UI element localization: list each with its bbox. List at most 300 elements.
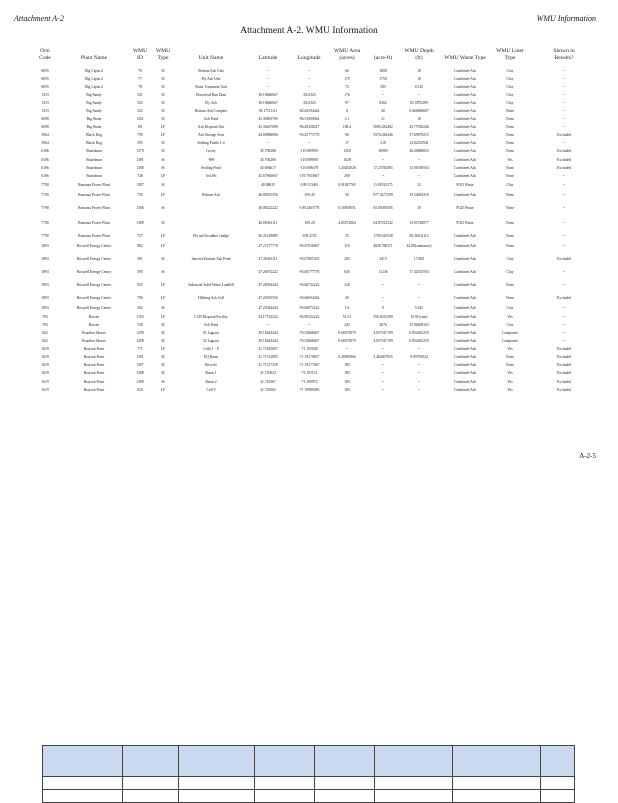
table-cell: 41.710623 — [260, 371, 276, 376]
table-cell: EQ Basin — [203, 355, 219, 360]
table-cell: 0.49495966 — [338, 355, 356, 360]
table-cell: Boswell Energy Center — [76, 295, 112, 300]
col-orsi-code: Orsi Code — [39, 48, 51, 61]
table-cell: LF — [160, 295, 166, 300]
table-cell: 595 — [137, 141, 143, 146]
col-longitude: Longitude — [297, 54, 321, 61]
table-cell: 1379 — [136, 149, 144, 154]
fragment-header-row — [43, 746, 575, 777]
table-cell: Big Stone — [86, 125, 102, 130]
table-cell: SI — [161, 331, 165, 336]
table-cell: Clay — [506, 85, 514, 90]
table-cell: 18 — [417, 69, 421, 73]
table-cell: Boardman — [86, 149, 102, 154]
table-row — [30, 172, 602, 180]
table-cell: -- — [417, 93, 421, 98]
table-cell: 45.30003709 — [258, 117, 278, 122]
col-wmu-area: WMU Area (acres) — [333, 48, 361, 61]
table-cell: 34.17722222 — [258, 315, 278, 320]
table-cell: 796 — [137, 295, 143, 300]
table-cell: None — [506, 133, 514, 138]
table-cell: 6 — [346, 109, 348, 114]
table-cell: 1893 — [41, 269, 49, 274]
table-cell: 10 — [417, 77, 421, 82]
table-cell: 4.057347199 — [373, 331, 393, 336]
table-cell: 3.462607835 — [373, 355, 393, 360]
table-cell: -- — [307, 77, 311, 82]
table-cell: 9 — [382, 305, 384, 310]
table-cell: Big Cajun 2 — [85, 85, 103, 90]
table-cell: 44.08(continues) — [406, 244, 432, 249]
table-row — [30, 132, 602, 140]
table-cell: LF — [160, 387, 166, 392]
table-cell: 96 — [345, 133, 349, 138]
table-row — [30, 354, 602, 362]
table-cell: 200 — [344, 173, 350, 178]
table-cell: -- — [417, 363, 421, 368]
table-cell: 1.6 — [344, 305, 350, 310]
table-cell: 6.50505051 — [338, 206, 356, 211]
table-cell: 47.27277778 — [258, 244, 278, 249]
table-cell: -109.2463778 — [298, 206, 320, 211]
table-cell: Brayton Point — [83, 347, 105, 352]
table-cell: 3964 — [41, 133, 49, 138]
table-cell: 176 — [344, 93, 350, 98]
table-cell: -- — [345, 347, 349, 352]
table-cell: -- — [417, 379, 421, 384]
table-cell: 602 — [42, 331, 48, 336]
table-cell: None — [506, 117, 514, 122]
table-cell: 40.08625 — [261, 182, 275, 187]
table-cell: Water Treatment Unit — [194, 85, 228, 90]
table-row — [30, 303, 602, 313]
table-cell: Combined Ash — [453, 141, 477, 146]
table-cell: Clay — [506, 93, 514, 98]
table-cell: SI — [161, 269, 165, 274]
table-cell: 1893 — [41, 257, 49, 262]
table-cell: Ash Pit — [205, 173, 217, 178]
table-cell: -109.28 — [303, 221, 315, 226]
table-cell: Brandon Shores — [82, 331, 106, 336]
table-cell: 12 — [417, 182, 421, 187]
table-cell: Combined Ash — [453, 77, 477, 82]
table-cell: 45.700286 — [260, 157, 276, 162]
table-cell: 65.05050505 — [373, 206, 393, 211]
table-cell: 1028 — [343, 157, 351, 162]
table-cell: 7790 — [41, 221, 49, 226]
table-cell: -- — [562, 125, 566, 130]
table-cell: -76.53666667 — [298, 339, 320, 344]
table-cell: 41.710367 — [260, 379, 276, 384]
table-cell: Yes — [507, 371, 513, 376]
table-cell: Big Sandy — [86, 101, 102, 106]
table-row — [30, 252, 602, 267]
table-cell: CCB Disposal Facility — [194, 315, 228, 320]
table-cell: -109.45 — [303, 193, 315, 198]
table-cell — [174, 180, 248, 190]
table-cell: Ash Pond — [203, 117, 219, 122]
table-cell: 47.26972222 — [258, 269, 278, 274]
table-row — [30, 386, 602, 394]
table-cell: 39.18444444 — [258, 339, 278, 344]
table-cell: 3964 — [41, 141, 49, 146]
table-cell: None — [506, 193, 514, 198]
table-cell: 11.01932175 — [373, 182, 393, 187]
table-cell: LF — [160, 133, 166, 138]
table-cell: Combined Ash — [453, 331, 477, 336]
table-cell: -71.191151 — [300, 371, 318, 376]
table-cell: 6106 — [41, 157, 49, 162]
table-cell: -119.806478 — [299, 165, 319, 170]
table-cell: -- — [266, 85, 270, 90]
table-cell: LF — [160, 125, 166, 130]
table-cell: Excluded — [557, 257, 571, 262]
table-cell: -- — [381, 363, 385, 368]
table-cell: LF — [160, 233, 166, 238]
table-cell: Boswell Energy Center — [76, 244, 112, 249]
table-cell: 2.1 — [344, 117, 350, 122]
table-cell: Combined Ash — [453, 149, 477, 154]
table-cell: Combined Ash — [453, 157, 477, 162]
col-unit-name: Unit Name — [198, 54, 224, 61]
table-cell — [174, 201, 248, 216]
table-cell: Combined Ash — [453, 93, 477, 98]
table-cell: SI — [161, 69, 165, 73]
table-cell: SI — [161, 363, 165, 368]
table-cell: 6.666666667 — [409, 109, 429, 114]
table-row — [30, 180, 602, 190]
table-cell: Excluded — [557, 363, 571, 368]
table-cell: -- — [381, 173, 385, 178]
table-row — [30, 267, 602, 277]
table-cell: 1619 — [41, 379, 49, 384]
table-cell: 1388 — [136, 371, 144, 376]
table-cell: FGD Waste — [456, 221, 474, 226]
table-cell: Clay — [506, 101, 514, 106]
table-cell: Boswell Energy Center — [76, 257, 112, 262]
table-cell: Excluded — [557, 149, 571, 154]
table-cell: None — [506, 363, 514, 368]
table-cell: Combined Ash — [453, 69, 477, 73]
table-cell: -109.2725 — [301, 233, 317, 238]
table-cell: Excluded — [557, 133, 571, 138]
table-cell: 7790 — [41, 182, 49, 187]
table-cell: -- — [562, 77, 566, 82]
table-cell: None — [506, 244, 514, 249]
table-cell: 44.80986096 — [258, 133, 278, 138]
table-cell: 5006.284482 — [373, 125, 393, 130]
table-cell: 590 — [137, 269, 143, 274]
table-cell: 245 — [344, 323, 350, 328]
table-cell: 703 — [42, 315, 48, 320]
table-cell: 585 — [380, 85, 386, 90]
table-cell: 1389 — [136, 221, 144, 226]
table-cell: Bonanza Power Plant — [78, 193, 110, 198]
table-cell: SI — [161, 379, 165, 384]
table-cell: 977.3471599 — [373, 193, 393, 198]
table-cell: -- — [417, 295, 421, 300]
table-cell: -- — [562, 323, 566, 328]
table-cell: Excluded — [557, 157, 571, 162]
table-cell: Excluded — [557, 379, 571, 384]
table-cell: 20 — [345, 295, 349, 300]
table-row — [30, 115, 602, 123]
table-cell: 4.65572064 — [338, 221, 356, 226]
table-cell: Combined Ash — [453, 379, 477, 384]
table-cell: 5.625 — [414, 305, 424, 310]
table-cell: LF — [160, 173, 166, 178]
table-cell: Combined Ash — [453, 117, 477, 122]
running-header-right: WMU Information — [536, 14, 596, 23]
table-cell: -- — [307, 141, 311, 146]
table-cell: Combined Ash — [453, 244, 477, 249]
table-cell: 11236 — [378, 269, 388, 274]
table-cell: Bottom Ash Complex — [194, 109, 228, 114]
table-cell: 40 — [381, 109, 385, 114]
table-cell: 45.67966667 — [258, 173, 278, 178]
table-cell: Yes — [507, 347, 513, 352]
table-cell: Combined Ash — [453, 133, 477, 138]
table-cell: Combined Ash — [453, 363, 477, 368]
table-row — [30, 321, 602, 329]
table-cell: 183 — [344, 371, 350, 376]
table-cell: -- — [562, 93, 566, 98]
table-row — [30, 107, 602, 115]
table-cell: Brayton Point — [83, 355, 105, 360]
table-row — [30, 277, 602, 292]
table-row — [30, 231, 602, 241]
table-row — [30, 75, 602, 83]
table-cell: 1353 — [41, 109, 49, 114]
table-row — [30, 99, 602, 107]
page-title: Attachment A-2. WMU Information — [240, 26, 378, 36]
table-cell: 1.20202026 — [338, 165, 356, 170]
table-cell: 17 — [345, 141, 349, 146]
table-row — [30, 156, 602, 164]
col-wmu-volume: (acre-ft) — [373, 54, 393, 61]
table-row — [30, 313, 602, 321]
table-cell: SI — [161, 157, 165, 162]
table-cell: 9.89795024 — [410, 355, 428, 360]
table-cell: Excluded — [557, 347, 571, 352]
table-cell: 1619 — [41, 363, 49, 368]
table-cell: 57.69879215 — [409, 133, 429, 138]
table-cell: -71.19279657 — [298, 355, 320, 360]
table-cell: Clay — [506, 305, 514, 310]
table-cell: SI — [161, 141, 165, 146]
table-cell: Cavity — [206, 149, 216, 154]
table-cell: -93.25773778 — [298, 133, 320, 138]
table-cell: Combined Ash — [453, 355, 477, 360]
table-cell: 38.17511111 — [258, 109, 278, 114]
table-cell: Bowen — [88, 323, 100, 328]
table-cell: Ash Disposal Site — [197, 125, 225, 130]
table-cell: 19.54694318 — [409, 193, 429, 198]
table-cell: 6.854482259 — [409, 339, 429, 344]
table-cell: -- — [381, 157, 385, 162]
table-cell: 4848.786371 — [373, 244, 393, 249]
table-cell: Ash Pond — [203, 323, 219, 328]
table-cell: Boswell Energy Center — [76, 282, 112, 287]
table-cell: SI — [161, 221, 165, 226]
table-cell: -93.66777778 — [298, 269, 320, 274]
table-cell: -- — [562, 206, 566, 211]
table-cell: -- — [562, 244, 566, 249]
table-cell: 6055 — [41, 77, 49, 82]
table-cell: SI — [161, 323, 165, 328]
table-cell: Combined Ash — [453, 193, 477, 198]
table-cell: 218 — [380, 141, 386, 146]
table-row — [30, 190, 602, 200]
table-cell: Brayton Point — [83, 363, 105, 368]
table-cell: 1389 — [136, 379, 144, 384]
table-cell: None — [506, 149, 514, 154]
table-cell: 5376.026446 — [373, 133, 393, 138]
table-cell: 7790 — [41, 233, 49, 238]
table-cell: Excluded — [557, 355, 571, 360]
table-row — [30, 67, 602, 75]
table-cell: SI — [161, 182, 165, 187]
table-cell: Boswell Energy Center — [76, 305, 112, 310]
table-cell: Clay — [506, 182, 514, 187]
table-cell: Big Cajun 2 — [85, 69, 103, 73]
table-cell: -119.7933667 — [298, 173, 320, 178]
table-cell: Brayton Point — [83, 371, 105, 376]
table-cell: -- — [562, 85, 566, 90]
table-cell: -- — [562, 69, 566, 73]
table-cell — [174, 267, 248, 277]
table-cell: Combined Ash — [453, 387, 477, 392]
table-cell: 41.720565 — [260, 387, 276, 392]
table-cell: FGD Waste — [456, 182, 474, 187]
table-cell: -- — [417, 387, 421, 392]
table-cell: SI — [161, 305, 165, 310]
table-cell: Clay — [506, 257, 514, 262]
table-cell: Bonanza Power Plant — [78, 206, 110, 211]
table-cell: -76.53666667 — [298, 331, 320, 336]
table-cell: Combined Ash — [453, 315, 477, 320]
table-cell: Combined Ash — [453, 295, 477, 300]
table-cell: 1450 — [343, 149, 351, 154]
table-cell: 1298 — [136, 339, 144, 344]
table-cell: 316 — [344, 282, 350, 287]
table-cell: -82.62594444 — [298, 109, 320, 114]
table-cell: 01 Lagoon — [203, 331, 219, 336]
table-cell: -93.66694444 — [298, 295, 320, 300]
page-number: A-2-5 — [579, 452, 596, 460]
table-cell: 757 — [137, 233, 143, 238]
table-cell: Excluded — [557, 165, 571, 170]
col-liner-type: WMU Liner Type — [496, 48, 524, 61]
table-cell: -71.19277067 — [298, 363, 320, 368]
table-cell: -- — [307, 85, 311, 90]
table-cell: 8302 — [379, 101, 387, 106]
table-cell: Basin 1 — [205, 371, 217, 376]
table-row — [30, 140, 602, 148]
table-row — [30, 346, 602, 354]
table-cell: 523 — [137, 101, 143, 106]
table-row — [30, 83, 602, 91]
table-cell: 41.71312895 — [258, 355, 278, 360]
table-cell: 1380 — [136, 165, 144, 170]
table-cell: -96.51000944 — [298, 117, 320, 122]
table-cell: 47.26305556 — [258, 295, 278, 300]
table-cell: SI — [161, 149, 165, 154]
table-cell: Clay — [506, 323, 514, 328]
table-cell: 72 — [345, 85, 349, 90]
table-cell: Fly ash/Scrubber sludge — [193, 233, 229, 238]
table-cell: 1893 — [41, 295, 49, 300]
table-cell: Combined Ash — [453, 339, 477, 344]
table-cell: 4.057347199 — [373, 339, 393, 344]
table-cell: 183 — [344, 379, 350, 384]
table-cell: Horseford Run Dam — [195, 93, 227, 98]
table-cell: Big Cajun 2 — [85, 77, 103, 82]
table-cell: Boardman — [86, 165, 102, 170]
table-cell: 51.01 — [342, 315, 352, 320]
table-cell: SI — [161, 355, 165, 360]
table-cell: Bonanza Power Plant — [78, 221, 110, 226]
table-cell: 45.30467089 — [258, 125, 278, 130]
table-cell: Yes — [507, 379, 513, 384]
table-cell: None — [506, 206, 514, 211]
table-cell: 746 — [137, 173, 143, 178]
table-cell: 1709.025528 — [373, 233, 393, 238]
table-cell: 15.00408163 — [409, 323, 429, 328]
wmu-table — [30, 48, 602, 394]
table-cell: 6098 — [41, 125, 49, 130]
col-latitude: Latitude — [258, 54, 278, 61]
table-cell: 41.71317329 — [258, 363, 278, 368]
running-header-left: Attachment A-2 — [14, 14, 64, 23]
table-cell: -71.190972 — [300, 379, 318, 384]
table-cell: LF — [160, 282, 166, 287]
table-cell: Brayton Point — [83, 387, 105, 392]
table-cell: 882 — [137, 244, 143, 249]
table-cell: 556.6015289 — [373, 315, 393, 320]
table-cell: -- — [562, 182, 566, 187]
table-cell: -93.67916667 — [298, 244, 320, 249]
fragment-row — [43, 777, 575, 790]
table-cell: 21 — [381, 117, 385, 122]
table-cell: 38.18666667 — [258, 101, 278, 106]
table-cell: 110 — [344, 244, 350, 249]
table-cell: -119.809955 — [299, 149, 319, 154]
table-cell: Bowen — [88, 315, 100, 320]
table-cell: -82.6325 — [302, 101, 316, 106]
table-cell: -- — [417, 173, 421, 178]
table-cell: None — [506, 233, 514, 238]
table-cell: 1387 — [136, 363, 144, 368]
table-row — [30, 164, 602, 172]
table-cell: -- — [417, 371, 421, 376]
table-cell: -93.67805333 — [298, 257, 320, 262]
table-cell: 1619 — [41, 347, 49, 352]
table-cell: 1387 — [136, 182, 144, 187]
table-row — [30, 241, 602, 251]
table-cell: 02 Lagoon — [203, 339, 219, 344]
table-cell: Boardman — [86, 173, 102, 178]
table-cell: LF — [160, 347, 166, 352]
table-cell: Ash Storage Area — [197, 133, 224, 138]
table-cell: Excluded — [557, 387, 571, 392]
table-cell: 3413 — [379, 257, 387, 262]
table-cell: -- — [562, 141, 566, 146]
table-row — [30, 293, 602, 303]
table-cell: 40.08361111 — [258, 221, 278, 226]
table-cell: Boswell Energy Center — [76, 269, 112, 274]
table-cell: 1893 — [41, 305, 49, 310]
